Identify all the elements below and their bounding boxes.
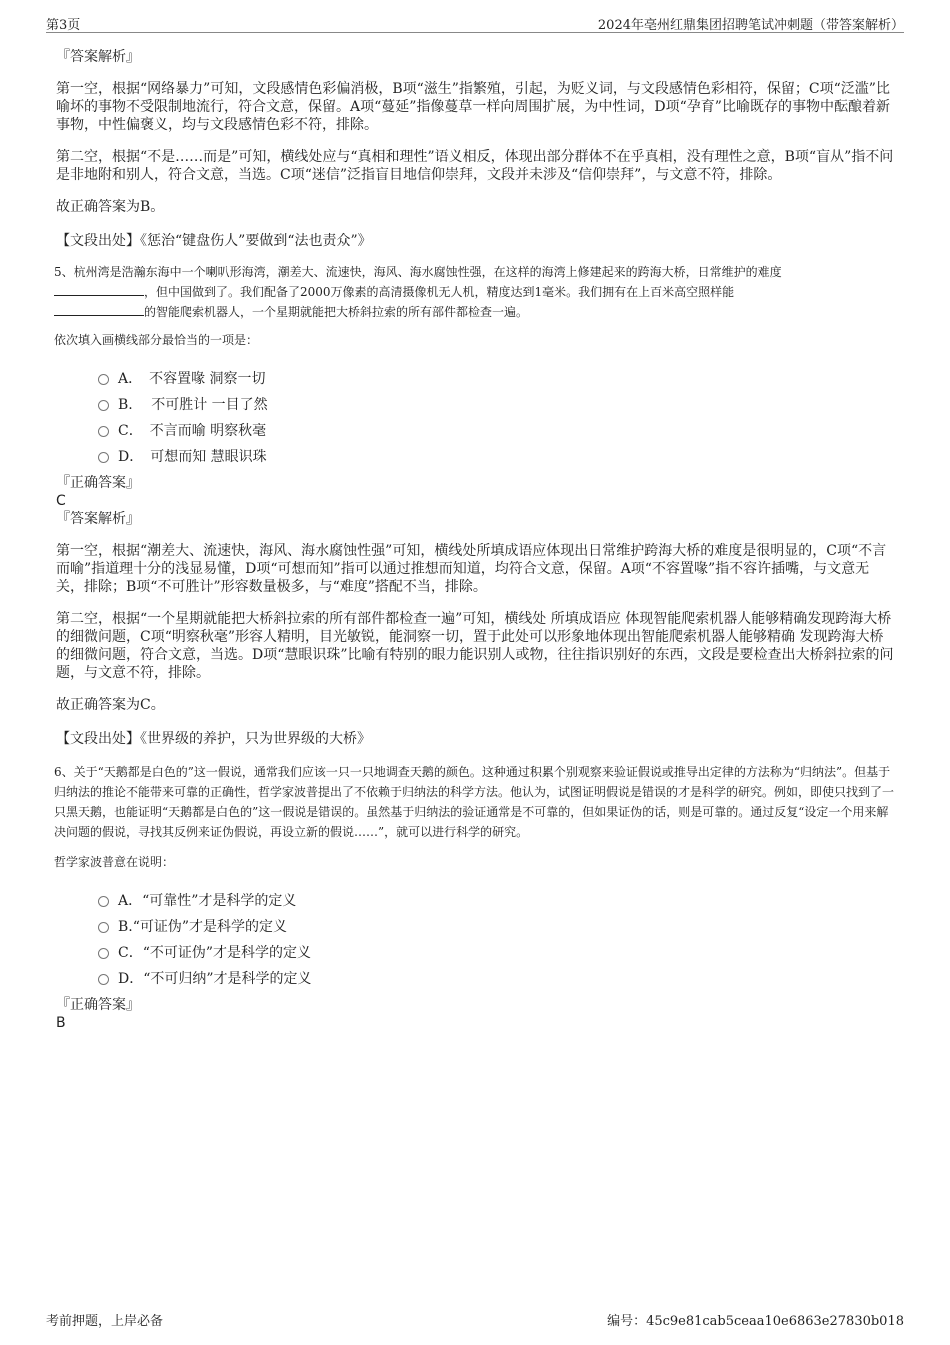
footer-slogan: 考前押题，上岸必备 [46,1314,164,1329]
analysis-paragraph: 第二空，根据“一个星期就能把大桥斜拉索的所有部件都检查一遍”可知，横线处 所填成语应 体现智能爬索机器人能够精确发现跨海大桥的细微问题，C项“明察秋毫”形容人精明，目光敏锐，能洞察一切，置于此处可以形象地体现出智能爬索机器人能够精确 发现跨海大桥的细微问题，符合文意，当选。D项“慧眼识珠”比喻有特别的眼力能识别人或物，往往指识别好的东西，文段是要检查出大桥斜拉索的问题，与文意不符，排除。 [56,611,894,681]
conclusion: 故正确答案为C。 [56,697,165,713]
page-header [46,12,904,33]
radio-icon[interactable] [98,374,109,385]
analysis-paragraph: 第一空，根据“网络暴力”可知，文段感情色彩偏消极，B项“滋生”指繁殖，引起，为贬义词，与文段感情色彩相符，保留；C项“泛滥”比喻坏的事物不受限制地流行，符合文意，保留。A项“蔓延”指像蔓草一样向周围扩展，为中性词，D项“孕育”比喻既存的事物中酝酿着新事物，中性偏褒义，均与文段感情色彩不符，排除。 [56,81,890,133]
page-number: 第3页 [46,18,81,33]
radio-icon[interactable] [98,452,109,463]
option-b[interactable]: B.“可证伪”才是科学的定义 [98,914,896,940]
page-content [56,44,896,1032]
option-a[interactable]: A． 不容置喙 洞察一切 [98,366,896,392]
radio-icon[interactable] [98,400,109,411]
question-5-text: 5、杭州湾是浩瀚东海中一个喇叭形海湾，潮差大、流速快，海风、海水腐蚀性强，在这样的海湾上修建起来的跨海大桥，日常维护的难度 ，但中国做到了。我们配备了2000万像素的高清摄像机无人机，精度达到1毫米。我们拥有在上百米高空照样能 的智能爬索机器人，一个星期就能把大桥斜拉索的所有部件都检查一遍。 [54,265,782,319]
option-d[interactable]: D． 可想而知 慧眼识珠 [98,444,896,470]
option-d[interactable]: D．“不可归纳”才是科学的定义 [98,966,896,992]
analysis-paragraph: 第二空，根据“不是……而是”可知，横线处应与“真相和理性”语义相反，体现出部分群体不在乎真相，没有理性之意，B项“盲从”指不问是非地附和别人，符合文意，当选。C项“迷信”泛指盲目地信仰崇拜，文段并未涉及“信仰崇拜”，与文意不符，排除。 [56,149,894,183]
option-a[interactable]: A．“可靠性”才是科学的定义 [98,888,896,914]
question-6-options [56,888,896,992]
radio-icon[interactable] [98,896,109,907]
analysis-label: 『答案解析』 [56,511,140,527]
conclusion: 故正确答案为B。 [56,199,165,215]
option-b[interactable]: B. 不可胜计 一目了然 [98,392,896,418]
question-6-text: 6、关于“天鹅都是白色的”这一假说，通常我们应该一只一只地调查天鹅的颜色。这种通过积累个别观察来验证假说或推导出定律的方法称为“归纳法”。但基于归纳法的推论不能带来可靠的正确性，哲学家波普提出了不依赖于归纳法的科学方法。他认为，试图证明假说是错误的才是科学的研究。例如，即使只找到了一只黑天鹅，也能证明“天鹅都是白色的”这一假说是错误的。虽然基于归纳法的验证通常是不可靠的，但如果证伪的话，则是可靠的。通过反复“设定一个用来解决问题的假说，寻找其反例来证伪假说，再设立新的假说……”，就可以进行科学的研究。 [54,765,895,839]
source-citation: 【文段出处】《惩治“键盘伤人”要做到“法也责众”》 [56,233,372,249]
radio-icon[interactable] [98,974,109,985]
radio-icon[interactable] [98,922,109,933]
correct-answer-label: 『正确答案』 [56,997,140,1013]
radio-icon[interactable] [98,426,109,437]
question-5-options [56,366,896,470]
option-c[interactable]: C． 不言而喻 明察秋毫 [98,418,896,444]
analysis-paragraph: 第一空，根据“潮差大、流速快，海风、海水腐蚀性强”可知，横线处所填成语应体现出日常维护跨海大桥的难度是很明显的，C项“不言而喻”指道理十分的浅显易懂，D项“可想而知”指可以通过推想而知道，均符合文意，保留。A项“不容置喙”指不容许插嘴，与文意无关，排除；B项“不可胜计”形容数量极多，与“难度”搭配不当，排除。 [56,543,887,595]
analysis-label: 『答案解析』 [56,49,140,65]
fill-blank [54,283,144,296]
fill-blank [54,303,144,316]
radio-icon[interactable] [98,948,109,959]
page-footer [46,1310,904,1328]
document-id: 编号：45c9e81cab5ceaa10e6863e27830b018 [607,1314,904,1329]
question-6-prompt: 哲学家波普意在说明： [54,855,175,869]
correct-answer: C [56,493,66,509]
correct-answer-label: 『正确答案』 [56,475,140,491]
correct-answer: B [56,1015,66,1031]
option-c[interactable]: C．“不可证伪”才是科学的定义 [98,940,896,966]
source-citation: 【文段出处】《世界级的养护，只为世界级的大桥》 [56,731,371,747]
question-5-prompt: 依次填入画横线部分最恰当的一项是： [54,333,259,347]
document-title: 2024年亳州红鼎集团招聘笔试冲刺题（带答案解析） [597,18,904,33]
